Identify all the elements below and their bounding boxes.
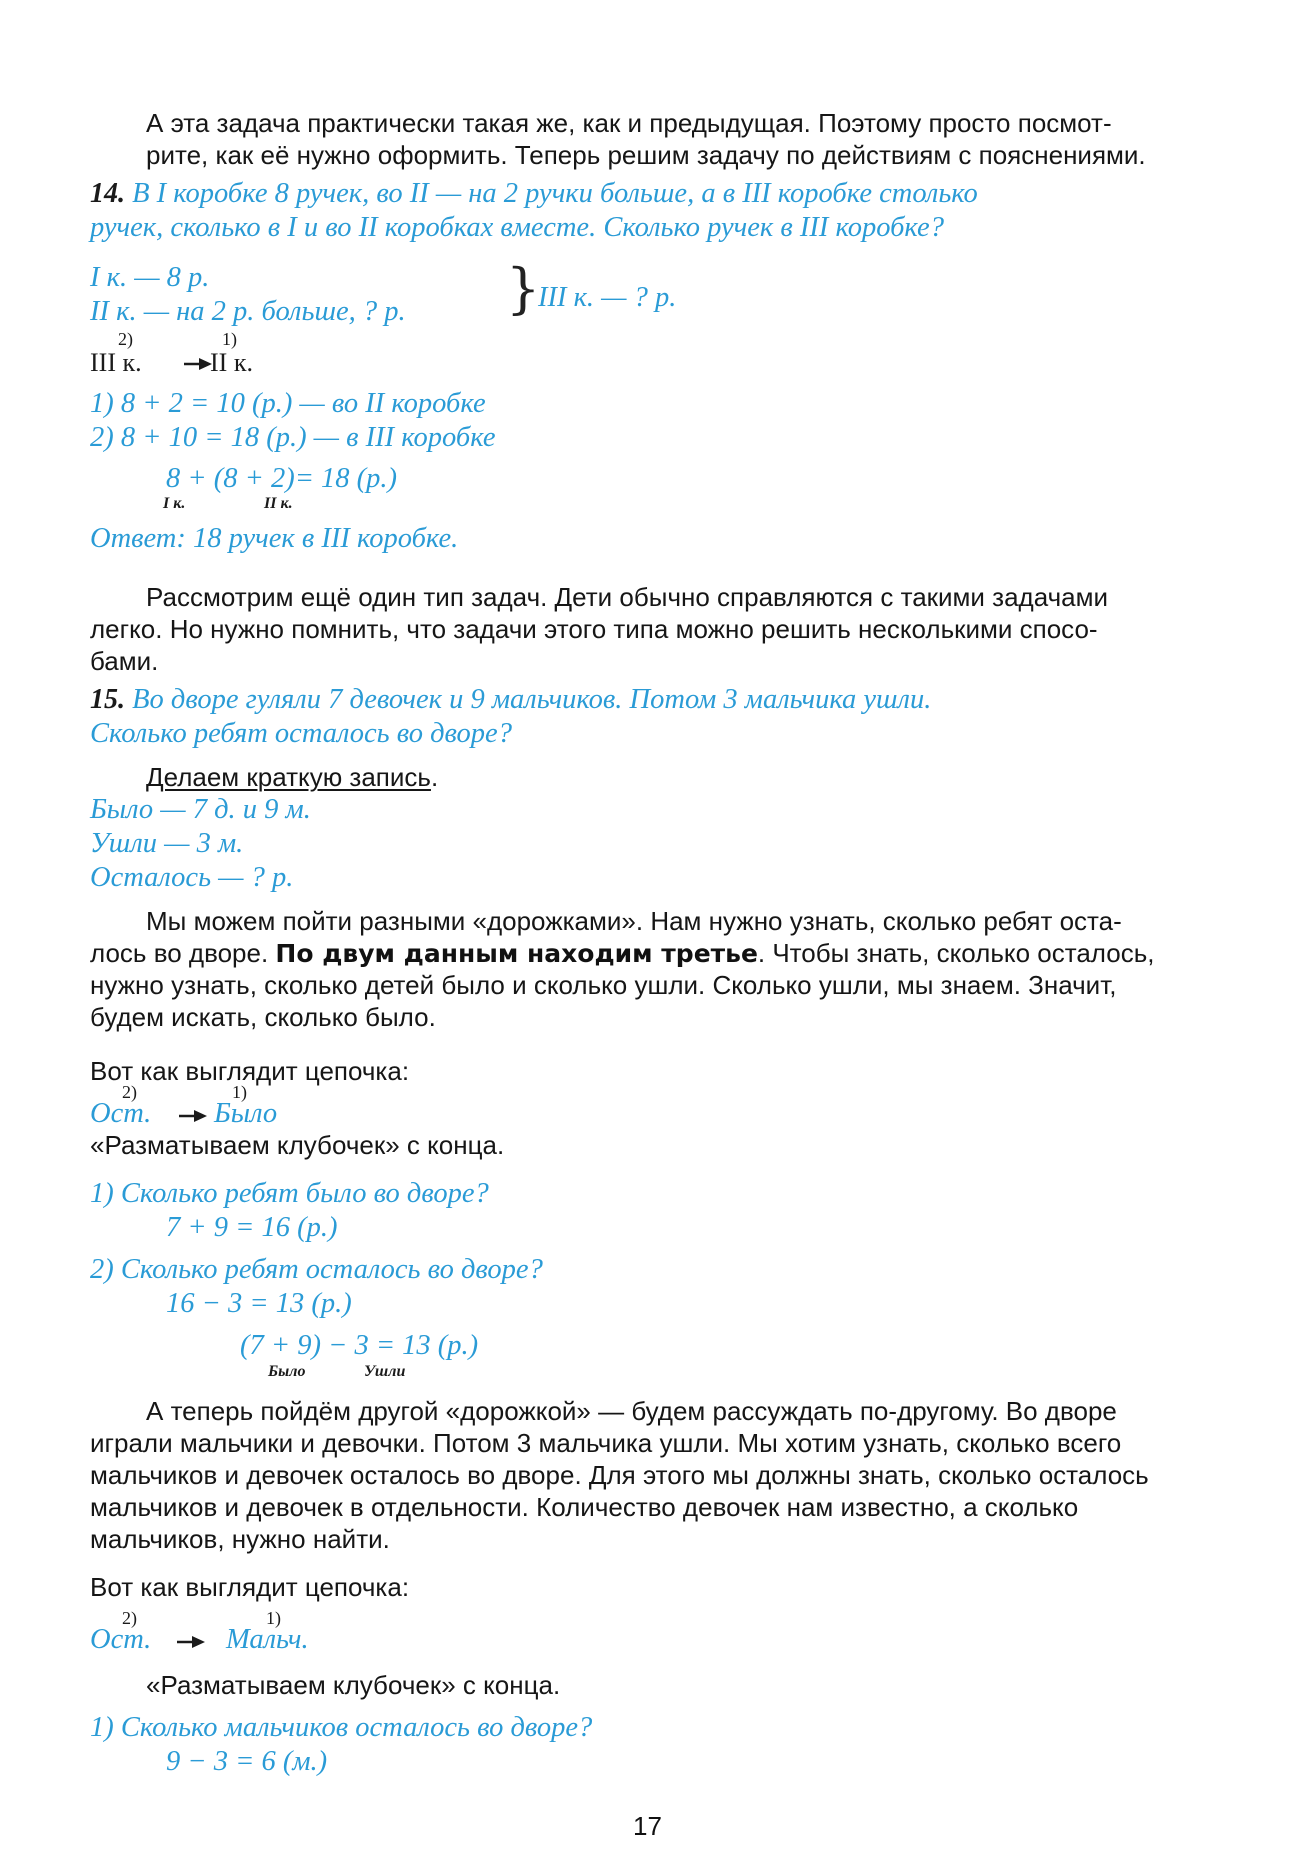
chain-1-question-2: 2) Сколько ребят осталось во дворе? (90, 1254, 543, 1285)
short-note-heading (146, 764, 438, 790)
chain-step-label: 1) (266, 1608, 281, 1628)
chain-step-label: 2) (118, 329, 133, 349)
task-14-step-1: 1) 8 + 2 = 10 (р.) — во II коробке (90, 388, 486, 419)
para-2-line-2: легко. Но нужно помнить, что задачи этого типа можно решить несколькими спосо- (90, 614, 1098, 644)
para-4-line-5: мальчиков, нужно найти. (90, 1524, 390, 1554)
task-14-expression: 8 + (8 + 2)= 18 (р.) (166, 463, 398, 494)
chain-2-question-1: 1) Сколько мальчиков осталось во дворе? (90, 1712, 593, 1743)
chain-step-label: 1) (232, 1082, 247, 1102)
task-15-note-1: Было — 7 д. и 9 м. (90, 794, 311, 825)
chain-2-label: Вот как выглядит цепочка: (90, 1572, 410, 1602)
para-3-line-4: будем искать, сколько было. (90, 1002, 436, 1032)
task-14-text-1: В I коробке 8 ручек, во II — на 2 ручки больше, а в III коробке столько (132, 178, 978, 209)
chain-step-label: 2) (122, 1608, 137, 1628)
chain-2-node-b: Мальч. (226, 1624, 309, 1655)
chain-1-question-1: 1) Сколько ребят было во дворе? (90, 1178, 489, 1209)
short-note-dot: . (430, 762, 439, 792)
task-15-note-3: Осталось — ? р. (90, 862, 294, 893)
right-brace-icon: } (506, 257, 541, 320)
intro-line-1: А эта задача практически такая же, как и предыдущая. Поэтому просто посмот- (146, 108, 1112, 138)
task-14-number: 14. (90, 178, 125, 209)
para-4-line-2: играли мальчики и девочки. Потом 3 мальчика ушли. Мы хотим узнать, сколько всего (90, 1428, 1122, 1458)
chain-step-label: 2) (122, 1082, 137, 1102)
chain-node-a: III к. (90, 348, 142, 377)
para-3-line-3: нужно узнать, сколько детей было и сколько ушли. Сколько ушли, мы знаем. Значит, (90, 970, 1117, 1000)
right-arrow-icon (176, 1635, 206, 1649)
chain-1-node-b: Было (214, 1098, 278, 1129)
chain-1-label: Вот как выглядит цепочка: (90, 1056, 410, 1086)
right-arrow-icon (178, 1109, 208, 1123)
chain-1-expression-2: 16 − 3 = 13 (р.) (166, 1288, 352, 1319)
chain-2-expression-1: 9 − 3 = 6 (м.) (166, 1746, 328, 1777)
short-note-label: Делаем краткую запись (146, 762, 431, 792)
task-14-note-right: III к. — ? р. (538, 282, 677, 313)
para-3-line-2-a: лось во дворе. (90, 938, 276, 968)
task-15-number: 15. (90, 684, 125, 715)
para-2-line-1: Рассмотрим ещё один тип задач. Дети обычно справляются с такими задачами (146, 582, 1109, 612)
expression-label: II к. (264, 495, 293, 512)
chain-1-unwind: «Разматываем клубочек» с конца. (90, 1130, 505, 1160)
para-3-line-2 (90, 940, 1154, 966)
intro-line-2: рите, как её нужно оформить. Теперь решим задачу по действиям с пояснениями. (146, 140, 1146, 170)
task-14-note-1: I к. — 8 р. (90, 262, 210, 293)
chain-2-node-a: Ост. (90, 1624, 152, 1655)
expression-label: Ушли (364, 1363, 406, 1380)
right-arrow-icon (183, 357, 213, 371)
task-14-step-2: 2) 8 + 10 = 18 (р.) — в III коробке (90, 422, 496, 453)
chain-1-expression-3: (7 + 9) − 3 = 13 (р.) (240, 1330, 479, 1361)
task-14-line-1 (90, 180, 978, 209)
para-3-line-2-b: . Чтобы знать, сколько осталось, (757, 938, 1155, 968)
task-14-note-2: II к. — на 2 р. больше, ? р. (90, 296, 406, 327)
chain-2-unwind: «Разматываем клубочек» с конца. (146, 1670, 561, 1700)
para-3-line-1: Мы можем пойти разными «дорожками». Нам нужно узнать, сколько ребят оста- (146, 906, 1122, 936)
chain-1-node-a: Ост. (90, 1098, 152, 1129)
task-14-answer: Ответ: 18 ручек в III коробке. (90, 523, 459, 554)
para-4-line-3: мальчиков и девочек осталось во дворе. Для этого мы должны знать, сколько осталось (90, 1460, 1149, 1490)
page-number: 17 (633, 1811, 662, 1841)
para-4-line-4: мальчиков и девочек в отдельности. Количество девочек нам известно, а сколько (90, 1492, 1079, 1522)
para-4-line-1: А теперь пойдём другой «дорожкой» — будем рассуждать по-другому. Во дворе (146, 1396, 1117, 1426)
chain-1-expression-1: 7 + 9 = 16 (р.) (166, 1212, 338, 1243)
task-14-text-2: ручек, сколько в I и во II коробках вместе. Сколько ручек в III коробке? (90, 212, 944, 243)
task-15-text-2: Сколько ребят осталось во дворе? (90, 718, 512, 749)
task-15-text-1: Во дворе гуляли 7 девочек и 9 мальчиков. Потом 3 мальчика ушли. (132, 684, 932, 715)
para-2-line-3: бами. (90, 646, 159, 676)
expression-label: I к. (163, 495, 186, 512)
expression-label: Было (268, 1363, 306, 1380)
chain-node-b: II к. (210, 348, 253, 377)
task-15-line-1 (90, 686, 931, 715)
chain-step-label: 1) (222, 329, 237, 349)
task-15-note-2: Ушли — 3 м. (90, 828, 244, 859)
para-3-bold-phrase: По двум данным находим третье (275, 939, 758, 968)
